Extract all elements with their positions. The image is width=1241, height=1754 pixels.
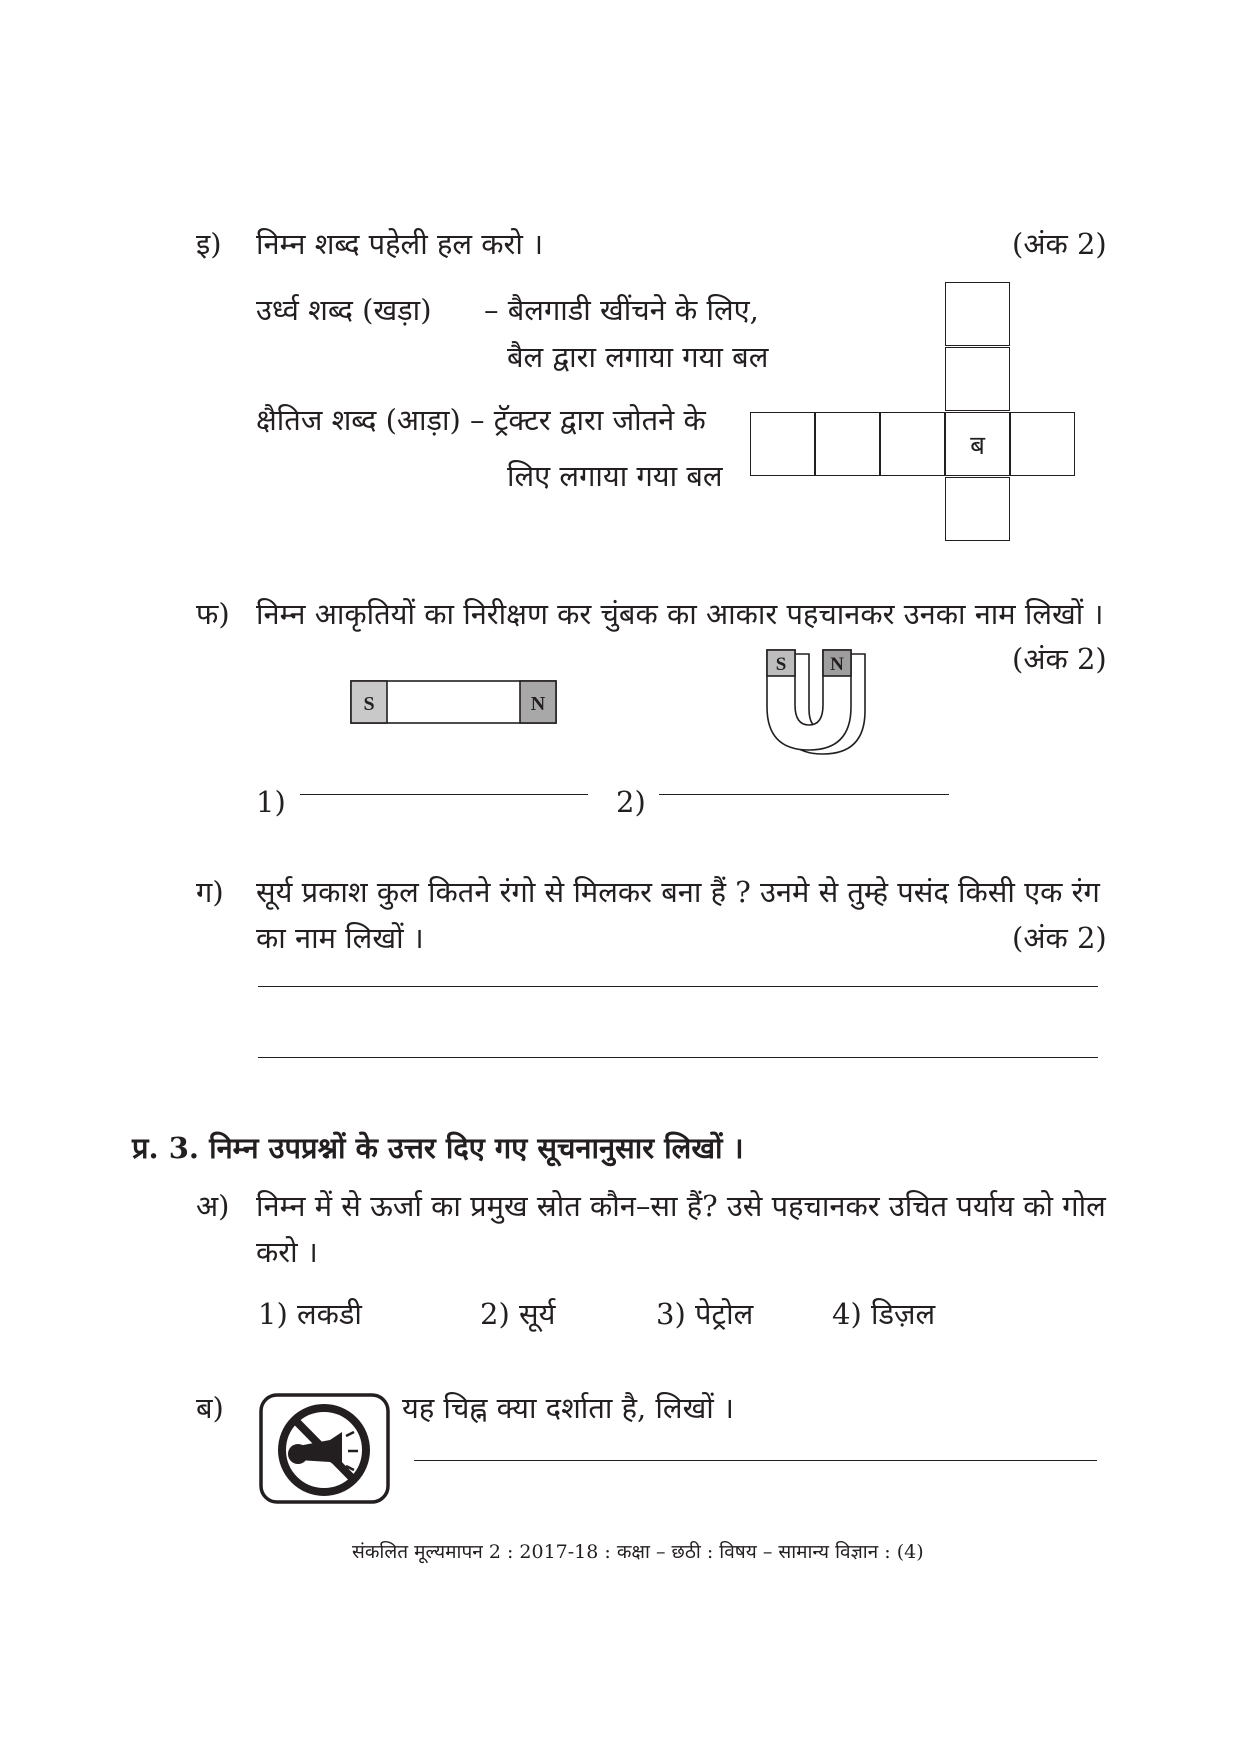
bar-magnet-s-pole: S	[363, 693, 375, 715]
q3-heading: प्र. 3. निम्न उपप्रश्नों के उत्तर दिए गए सूचनानुसार लिखों ।	[132, 1131, 744, 1165]
no-horn-sign-icon	[258, 1392, 392, 1506]
answer-2-label: 2)	[616, 785, 646, 819]
answer-2-line[interactable]	[659, 794, 949, 795]
crossword-cell[interactable]	[750, 412, 815, 476]
q3-b-text: यह चिह्न क्या दर्शाता है, लिखों ।	[402, 1391, 735, 1425]
q-g-marker: ग)	[196, 875, 224, 909]
horizontal-word-clue-1: – ट्रॅक्टर द्वारा जोतने के	[470, 403, 706, 437]
crossword-letter: ब	[970, 431, 985, 461]
q-g-text-line1: सूर्य प्रकाश कुल कितने रंगो से मिलकर बना हैं ? उनमे से तुम्हे पसंद किसी एक रंग	[256, 875, 1100, 909]
horseshoe-magnet-icon	[757, 645, 877, 760]
crossword-cell[interactable]	[945, 347, 1010, 411]
q-g-marks: (अंक 2)	[1012, 921, 1107, 955]
horizontal-word-label: क्षैतिज शब्द (आड़ा)	[256, 403, 461, 437]
q-f-text: निम्न आकृतियों का निरीक्षण कर चुंबक का आकार पहचानकर उनका नाम लिखों ।	[256, 597, 1104, 631]
option-1[interactable]: 1) लकडी	[258, 1297, 362, 1331]
q-i-text: निम्न शब्द पहेली हल करो ।	[256, 227, 544, 261]
option-4[interactable]: 4) डिज़ल	[832, 1297, 936, 1331]
answer-1-label: 1)	[256, 785, 286, 819]
q-g-answer-line-1[interactable]	[258, 986, 1098, 987]
vertical-word-clue-1: – बैलगाडी खींचने के लिए,	[484, 293, 759, 327]
crossword-cell[interactable]	[815, 412, 880, 476]
q-i-marks: (अंक 2)	[1012, 227, 1107, 261]
q3-a-text-line2: करो ।	[256, 1235, 318, 1269]
vertical-word-clue-2: बैल द्वारा लगाया गया बल	[507, 340, 769, 374]
q-g-answer-line-2[interactable]	[258, 1057, 1098, 1058]
vertical-word-label: उर्ध्व शब्द (खड़ा)	[256, 293, 432, 327]
bar-magnet-n-pole: N	[530, 693, 546, 715]
q3-a-marker: अ)	[196, 1189, 230, 1223]
crossword-cell[interactable]	[1010, 412, 1075, 476]
q-i-marker: इ)	[196, 227, 222, 261]
option-2[interactable]: 2) सूर्य	[480, 1297, 556, 1331]
q3-b-marker: ब)	[196, 1391, 224, 1425]
crossword-cell[interactable]	[945, 477, 1010, 541]
q-g-text-line2: का नाम लिखों ।	[256, 921, 424, 955]
horizontal-word-clue-2: लिए लगाया गया बल	[507, 459, 723, 493]
option-3[interactable]: 3) पेट्रोल	[656, 1297, 754, 1331]
bar-magnet-icon	[350, 680, 560, 725]
horseshoe-n-pole: N	[830, 654, 844, 675]
page-footer: संकलित मूल्यमापन 2 : 2017-18 : कक्षा – छठी : विषय – सामान्य विज्ञान : (4)	[352, 1541, 924, 1563]
q3-a-text-line1: निम्न में से ऊर्जा का प्रमुख स्रोत कौन–सा हैं? उसे पहचानकर उचित पर्याय को गोल	[256, 1189, 1106, 1223]
horseshoe-s-pole: S	[775, 654, 787, 675]
crossword-cell[interactable]	[880, 412, 945, 476]
answer-1-line[interactable]	[300, 794, 588, 795]
q-f-marker: फ)	[196, 597, 230, 631]
crossword-cell-shared[interactable]	[945, 412, 1010, 476]
crossword-cell[interactable]	[945, 282, 1010, 346]
q3-b-answer-line[interactable]	[414, 1460, 1097, 1461]
q-f-marks: (अंक 2)	[1012, 642, 1107, 676]
